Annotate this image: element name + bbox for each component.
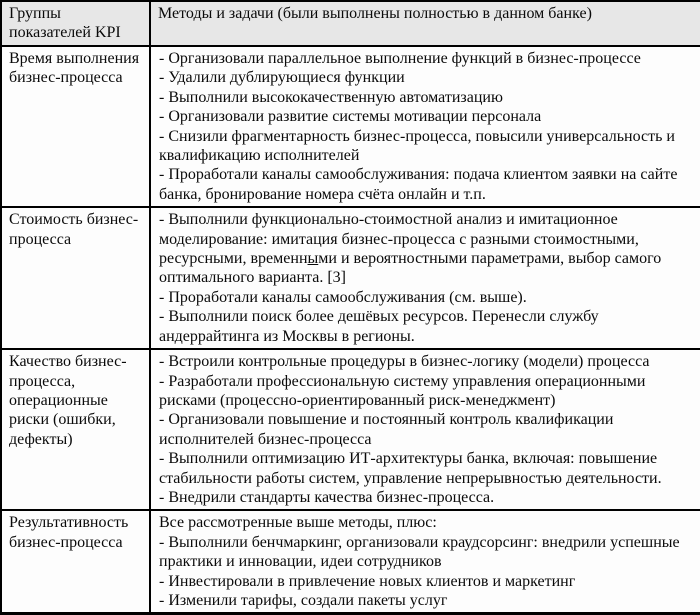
method-item: - Выполнили оптимизацию ИТ-архитектуры банка, включая: повышение стабильности работы систем, управление непрерывностью деятельности. (159, 450, 662, 487)
method-item: - Организовали параллельное выполнение функций в бизнес-процессе (159, 50, 641, 67)
methods-cell (150, 349, 700, 510)
method-item: - Выполнили функционально-стоимостной анализ и имитационное моделирование: имитация бизнес-процесса с разными стоимостными, ресурсными, временными и вероятностными параметрами, выбор самого оптимального варианта. [3] (159, 211, 662, 287)
methods-cell (150, 207, 700, 349)
table-row-quality (1, 349, 700, 510)
method-item: - Проработали каналы самообслуживания: подача клиентом заявки на сайте банка, бронирование номера счёта онлайн и т.п. (159, 166, 678, 203)
method-item: - Внедрили стандарты качества бизнес-процесса. (159, 488, 495, 506)
header-row (1, 1, 700, 46)
method-item: - Разработали профессиональную систему управления операционными рисками (процессно-ориентированный риск-менеджмент) (159, 372, 646, 409)
method-item: - Инвестировали в привлечение новых клиентов и маркетинг (159, 572, 576, 590)
kpi-group-cell: Результативность бизнес-процесса (1, 510, 150, 614)
method-item: - Выполнили высококачественную автоматизацию (159, 88, 503, 106)
method-item: - Проработали каналы самообслуживания (см. выше). (159, 288, 527, 306)
header-cell-kpi-groups: Группы показателей KPI (1, 1, 150, 46)
method-item: - Выполнили бенчмаркинг, организовали краудсорсинг: внедрили успешные практики и инновации, идеи сотрудников (159, 533, 680, 571)
table-row-effectiveness (1, 510, 700, 614)
method-item: - Изменили тарифы, создали пакеты услуг (159, 591, 448, 609)
method-item: Все рассмотренные выше методы, плюс: (159, 514, 437, 532)
method-item: - Удалили дублирующиеся функции (159, 69, 405, 87)
method-item: - Встроили контрольные процедуры в бизнес-логику (модели) процесса (159, 353, 650, 371)
method-item: - Организовали развитие системы мотивации персонала (159, 108, 542, 126)
method-item: - Снизили фрагментарность бизнес-процесса, повысили универсальность и квалификацию исполнителей (159, 127, 675, 165)
table-row-cost (1, 207, 700, 349)
kpi-group-cell: Стоимость бизнес-процесса (1, 207, 150, 349)
method-item: - Организовали повышение и постоянный контроль квалификации исполнителей бизнес-процесса (159, 411, 614, 448)
table-row-time (1, 46, 700, 207)
method-item: - Выполнили поиск более дешёвых ресурсов. Перенесли службу андеррайтинга из Москвы в регионы. (159, 308, 599, 345)
methods-cell (150, 46, 700, 207)
kpi-group-cell: Время выполнения бизнес-процесса (1, 46, 150, 207)
methods-cell (150, 510, 700, 614)
kpi-group-cell: Качество бизнес-процесса, операционные риски (ошибки, дефекты) (1, 349, 150, 510)
header-cell-methods: Методы и задачи (были выполнены полностью в данном банке) (150, 1, 700, 46)
